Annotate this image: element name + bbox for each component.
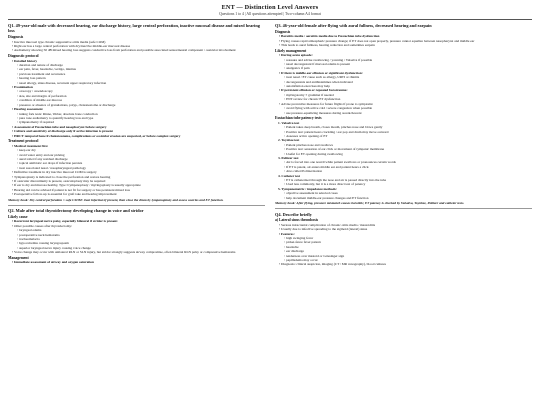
q3-test-3-item: ◦ Air is forced into one nostril while patient swallows or pronounces certain words <box>284 160 532 164</box>
q3-test-3-title: 3. Politzer test <box>278 155 299 160</box>
q4-feature-item: ◦ tenderness over mastoid or Griesinger sign <box>284 254 532 258</box>
q1-medical-item: ◦ topical antibiotic ear drops if infection persists <box>17 161 265 165</box>
document-header <box>8 4 532 16</box>
q4-features-title: • Features: <box>279 232 532 236</box>
q3-diagnosis-item: • Flying causes rapid atmospheric pressure change; if ET does not open properly, pressure cannot equalize between nasopharynx and middle ear <box>279 39 532 43</box>
q4-a-item: • Usually due to infective spreading to the sigmoid (lateral) sinus <box>279 227 532 231</box>
q3-middle-item: ◦ autoinflation exercises may help <box>284 84 532 88</box>
q1-surgery-item: • Hearing aid can be advised if patient is not fit for surgery or has persistent mixed loss <box>12 188 265 192</box>
q1-exam-title: • Examination <box>12 85 265 89</box>
q3-test-3-item: ◦ Also called Politzerization <box>284 169 532 173</box>
right-column <box>275 22 532 267</box>
q1-history-item: ◦ previous treatment and recurrence <box>17 72 265 76</box>
q3-heading: Q3. 46-year-old female after flying with aural fullness, decreased hearing and earpain <box>275 23 432 28</box>
q1-surgery-item: • If ear is dry and mucosa healthy, Type I tympanoplasty / myringoplasty is usually appropriate <box>12 183 265 187</box>
q1-exam-item: ◦ otoscopy / otoendoscopy <box>17 89 265 93</box>
q3-test-1-item: ◦ Patient takes deep breath, closes mouth, pinches nose and blows gently <box>284 125 532 129</box>
q1-exam-item: ◦ condition of middle ear mucosa <box>17 98 265 102</box>
q3-test-4-item: ◦ ET is catheterized through the nose and air is passed directly into the tube <box>284 178 532 182</box>
q2-management-title: Management <box>8 256 29 261</box>
q1-extra-item: • Culture and sensitivity of discharge only if active infection is present <box>12 129 265 133</box>
q1-medical-item: ◦ aural toilet if any residual discharge <box>17 157 265 161</box>
q1-diagnosis-item: • Right ear has a large central perforation with dry/inactive middle-ear mucosal disease <box>12 44 265 48</box>
q1-diagnosis-item: • Inactive mucosal type chronic suppurative otitis media (safe COM) <box>12 40 265 44</box>
q1-diagnosis-title: Diagnosis <box>8 35 24 40</box>
section-divider <box>275 208 532 209</box>
q3-test-5-item: ◦ help document middle-ear pressure changes and ET function <box>284 196 532 200</box>
q2-other-item: ◦ postoperative neck hematoma <box>17 233 265 237</box>
q1-extra-item: • Assessment of Eustachian tube and nasopharynx before surgery <box>12 125 265 129</box>
q3-test-1-title: 1. Valsalva test <box>278 120 300 125</box>
q3-test-2-item: ◦ Patient pinches nose and swallows <box>284 143 532 147</box>
q1-medical-item: ◦ avoid water entry and ear picking <box>17 153 265 157</box>
q4-feature-item: ◦ headache <box>284 245 532 249</box>
q3-diagnosis-item: • Barotitis media / aerotitis media due to Eustachian tube dysfunction <box>279 34 532 38</box>
q4-feature-item: ◦ high swinging fever <box>284 236 532 240</box>
q3-advice: • Advise preventive measures for future flights if prone to symptoms: <box>279 102 532 106</box>
section-divider <box>8 205 265 206</box>
q3-advice-item: ◦ use pressure-equalizing measures during ascent/descent <box>284 111 532 115</box>
q1-history-item: ◦ ear pain, fever, headache, vertigo, tinnitus <box>17 67 265 71</box>
q1-medical-item: ◦ treat associated nasal / nasopharyngeal pathology <box>17 166 265 170</box>
q2-heading: Q2. Male after total thyroidectomy developing change in voice and stridor <box>8 208 144 214</box>
q2-likely-title: Likely cause <box>8 215 28 219</box>
q1-surgery-item: • If ossicular discontinuity is present, ossiculoplasty may be required <box>12 179 265 183</box>
two-column-body <box>8 22 532 267</box>
q3-memory-hook: Memory hook: After flying, pressure mismatch causes barotitis; ET patency is checked by Valsalva, Toynbee, Politzer and catheter tests. <box>275 201 465 206</box>
q3-test-3-item: ◦ If ET is patent, air enters middle ear and patient hears a click <box>284 165 532 169</box>
q3-acute-title: • During acute episode: <box>279 53 532 57</box>
q2-management-item: • Immediate assessment of airway and oxygen saturation <box>12 260 265 264</box>
q3-test-5-title: 5. Tympanometric / impedance methods: <box>278 186 337 191</box>
q3-test-1-item: ◦ Assesses active opening of ET <box>284 134 532 138</box>
q2-likely-item: • Other possible causes after thyroidectomy: <box>12 224 265 228</box>
q1-exam-item: ◦ size, site and margin of perforation <box>17 94 265 98</box>
q3-test-1-item: ◦ Positive test: patient hears crackling / ear pop and drum may move outward <box>284 130 532 134</box>
q1-hearing-title: • Hearing assessment <box>12 107 265 111</box>
q3-test-4-title: 4. Catheter test <box>278 173 301 178</box>
q3-middle-item: ◦ decongestants and antihistamines when indicated <box>284 80 532 84</box>
q2-other-item: ◦ hypocalcemia causing laryngospasm <box>17 241 265 245</box>
q3-middle-title: • If there is middle-ear effusion or significant dysfunction: <box>279 71 532 75</box>
q3-persist-item: ◦ ENT review for chronic ET dysfunction <box>284 97 532 101</box>
q1-medical-title: • Medical treatment first <box>12 144 265 148</box>
q1-treatment-title: Treatment protocol <box>8 139 39 144</box>
q1-hearing-item: ◦ pure tone audiometry to quantify hearing loss and type <box>17 116 265 120</box>
q2-other-item: ◦ laryngeal edema <box>17 228 265 232</box>
q1-medical-item: ◦ keep ear dry <box>17 148 265 152</box>
q3-test-2-item: ◦ Positive test: sensation of ear click or movement of tympanic membrane <box>284 147 532 151</box>
left-column <box>8 22 265 267</box>
q4-feature-item: ◦ picket-fence fever pattern <box>284 240 532 244</box>
q1-surgery-item: • Definitive treatment in dry inactive mucosal COM is surgery <box>12 170 265 174</box>
q4-feature-item: ◦ papilledema may occur <box>284 258 532 262</box>
q3-middle-item: ◦ treat nasal / ET cause such as allergy, URTI or rhinitis <box>284 75 532 79</box>
q1-history-item: ◦ hearing loss pattern <box>17 76 265 80</box>
document-title: ENT — Distinction Level Answers <box>221 4 319 11</box>
q2-other-item: ◦ superior laryngeal nerve injury causing voice change <box>17 246 265 250</box>
q1-diagnosis-item: • Audiometry showing 50 dB mixed hearing loss suggests conductive loss from perforation and possible associated sensorineural component / ossicular involvement <box>12 48 265 52</box>
q3-likely-title: Likely management <box>275 48 307 53</box>
q3-persist-item: ◦ myringotomy ± grommet if needed <box>284 93 532 97</box>
q2-likely-item: • Recurrent laryngeal nerve palsy, especially bilateral if stridor is present <box>12 219 265 223</box>
q3-advice-item: ◦ avoid flying with active cold / severe congestion when possible <box>284 106 532 110</box>
q1-extra-item: • HRCT temporal bone if cholesteatoma, complications or ossicular erosion are suspected, or before complex surgery <box>12 134 265 138</box>
header-rule <box>8 19 532 20</box>
q1-surgery-item: • Postoperative follow-up is essential for graft take and hearing improvement <box>12 192 265 196</box>
q1-surgery-item: • Tympanoplasty is indicated to close the perforation and restore hearing <box>12 175 265 179</box>
q3-persist-title: • If persistent effusion or repeated barotrauma: <box>279 88 532 92</box>
q1-history-item: ◦ nasal allergy, sinus disease, recurrent upper respiratory infection <box>17 81 265 85</box>
q3-test-2-item: ◦ Useful for ET opening during swallowing <box>284 152 532 156</box>
q4-a-title: a) Lateral sinus thrombosis <box>275 218 319 223</box>
q2-other-item: ◦ tracheomalacia <box>17 237 265 241</box>
q3-test-4-item: ◦ Used less commonly, but it is a more direct test of patency <box>284 182 532 186</box>
q3-diagnosis-title: Diagnosis <box>275 29 291 34</box>
q3-diagnosis-item: • This leads to aural fullness, hearing reduction and sometimes earpain <box>279 43 532 47</box>
q4-heading: Q4. Describe briefly <box>275 211 312 217</box>
document-subtitle: Questions 1 to 4 | All questions attempted | Two-column A4 format <box>219 12 321 16</box>
q4-a-item: • Serious intracranial complication of chronic otitis media / mastoiditis <box>279 223 532 227</box>
q1-history-title: • Detailed history <box>12 59 265 63</box>
q1-memory-hook: Memory hook: Dry central perforation = safe CSOM: treat infection if present, then close the drum by tympanoplasty and assess ossicles and ET function. <box>8 197 224 202</box>
q3-acute-item: ◦ nasal decongestant if mucosal edema is present <box>284 62 532 66</box>
q3-acute-item: ◦ analgesics if pain <box>284 66 532 70</box>
q4-diagnosis: • Diagnosis: clinical suspicion, imaging (CT / MR venography), blood cultures <box>279 262 532 266</box>
q4-feature-item: ◦ ear discharge <box>284 249 532 253</box>
q3-test-2-title: 2. Toynbee test <box>278 138 300 143</box>
q1-heading: Q1. 49-year-old male with decreased hearing, ear discharge history, large central perforation, inactive mucosal disease and mixed hearing loss <box>8 23 260 34</box>
q1-exam-item: ◦ presence or absence of granulations, polyp, cholesteatoma or discharge <box>17 103 265 107</box>
q2-note: • Voice change may occur with unilateral RLN or SLN injury, but stridor strongly suggests airway compromise, often bilateral RLN palsy or compressive hematoma <box>12 250 265 254</box>
q3-tests-title: Eustachian tube patency tests <box>275 116 322 121</box>
q3-acute-item: ◦ reassure and advise swallowing / yawning / Valsalva if possible <box>284 58 532 62</box>
q3-test-5-item: ◦ objective assessment in selected cases <box>284 191 532 195</box>
q1-history-item: ◦ duration and nature of discharge <box>17 63 265 67</box>
q1-hearing-item: ◦ tuning fork tests: Rinne, Weber, absolute bone conduction <box>17 112 265 116</box>
q1-protocol-title: Diagnostic protocol <box>8 54 39 59</box>
q1-hearing-item: ◦ tympanometry if required <box>17 120 265 124</box>
